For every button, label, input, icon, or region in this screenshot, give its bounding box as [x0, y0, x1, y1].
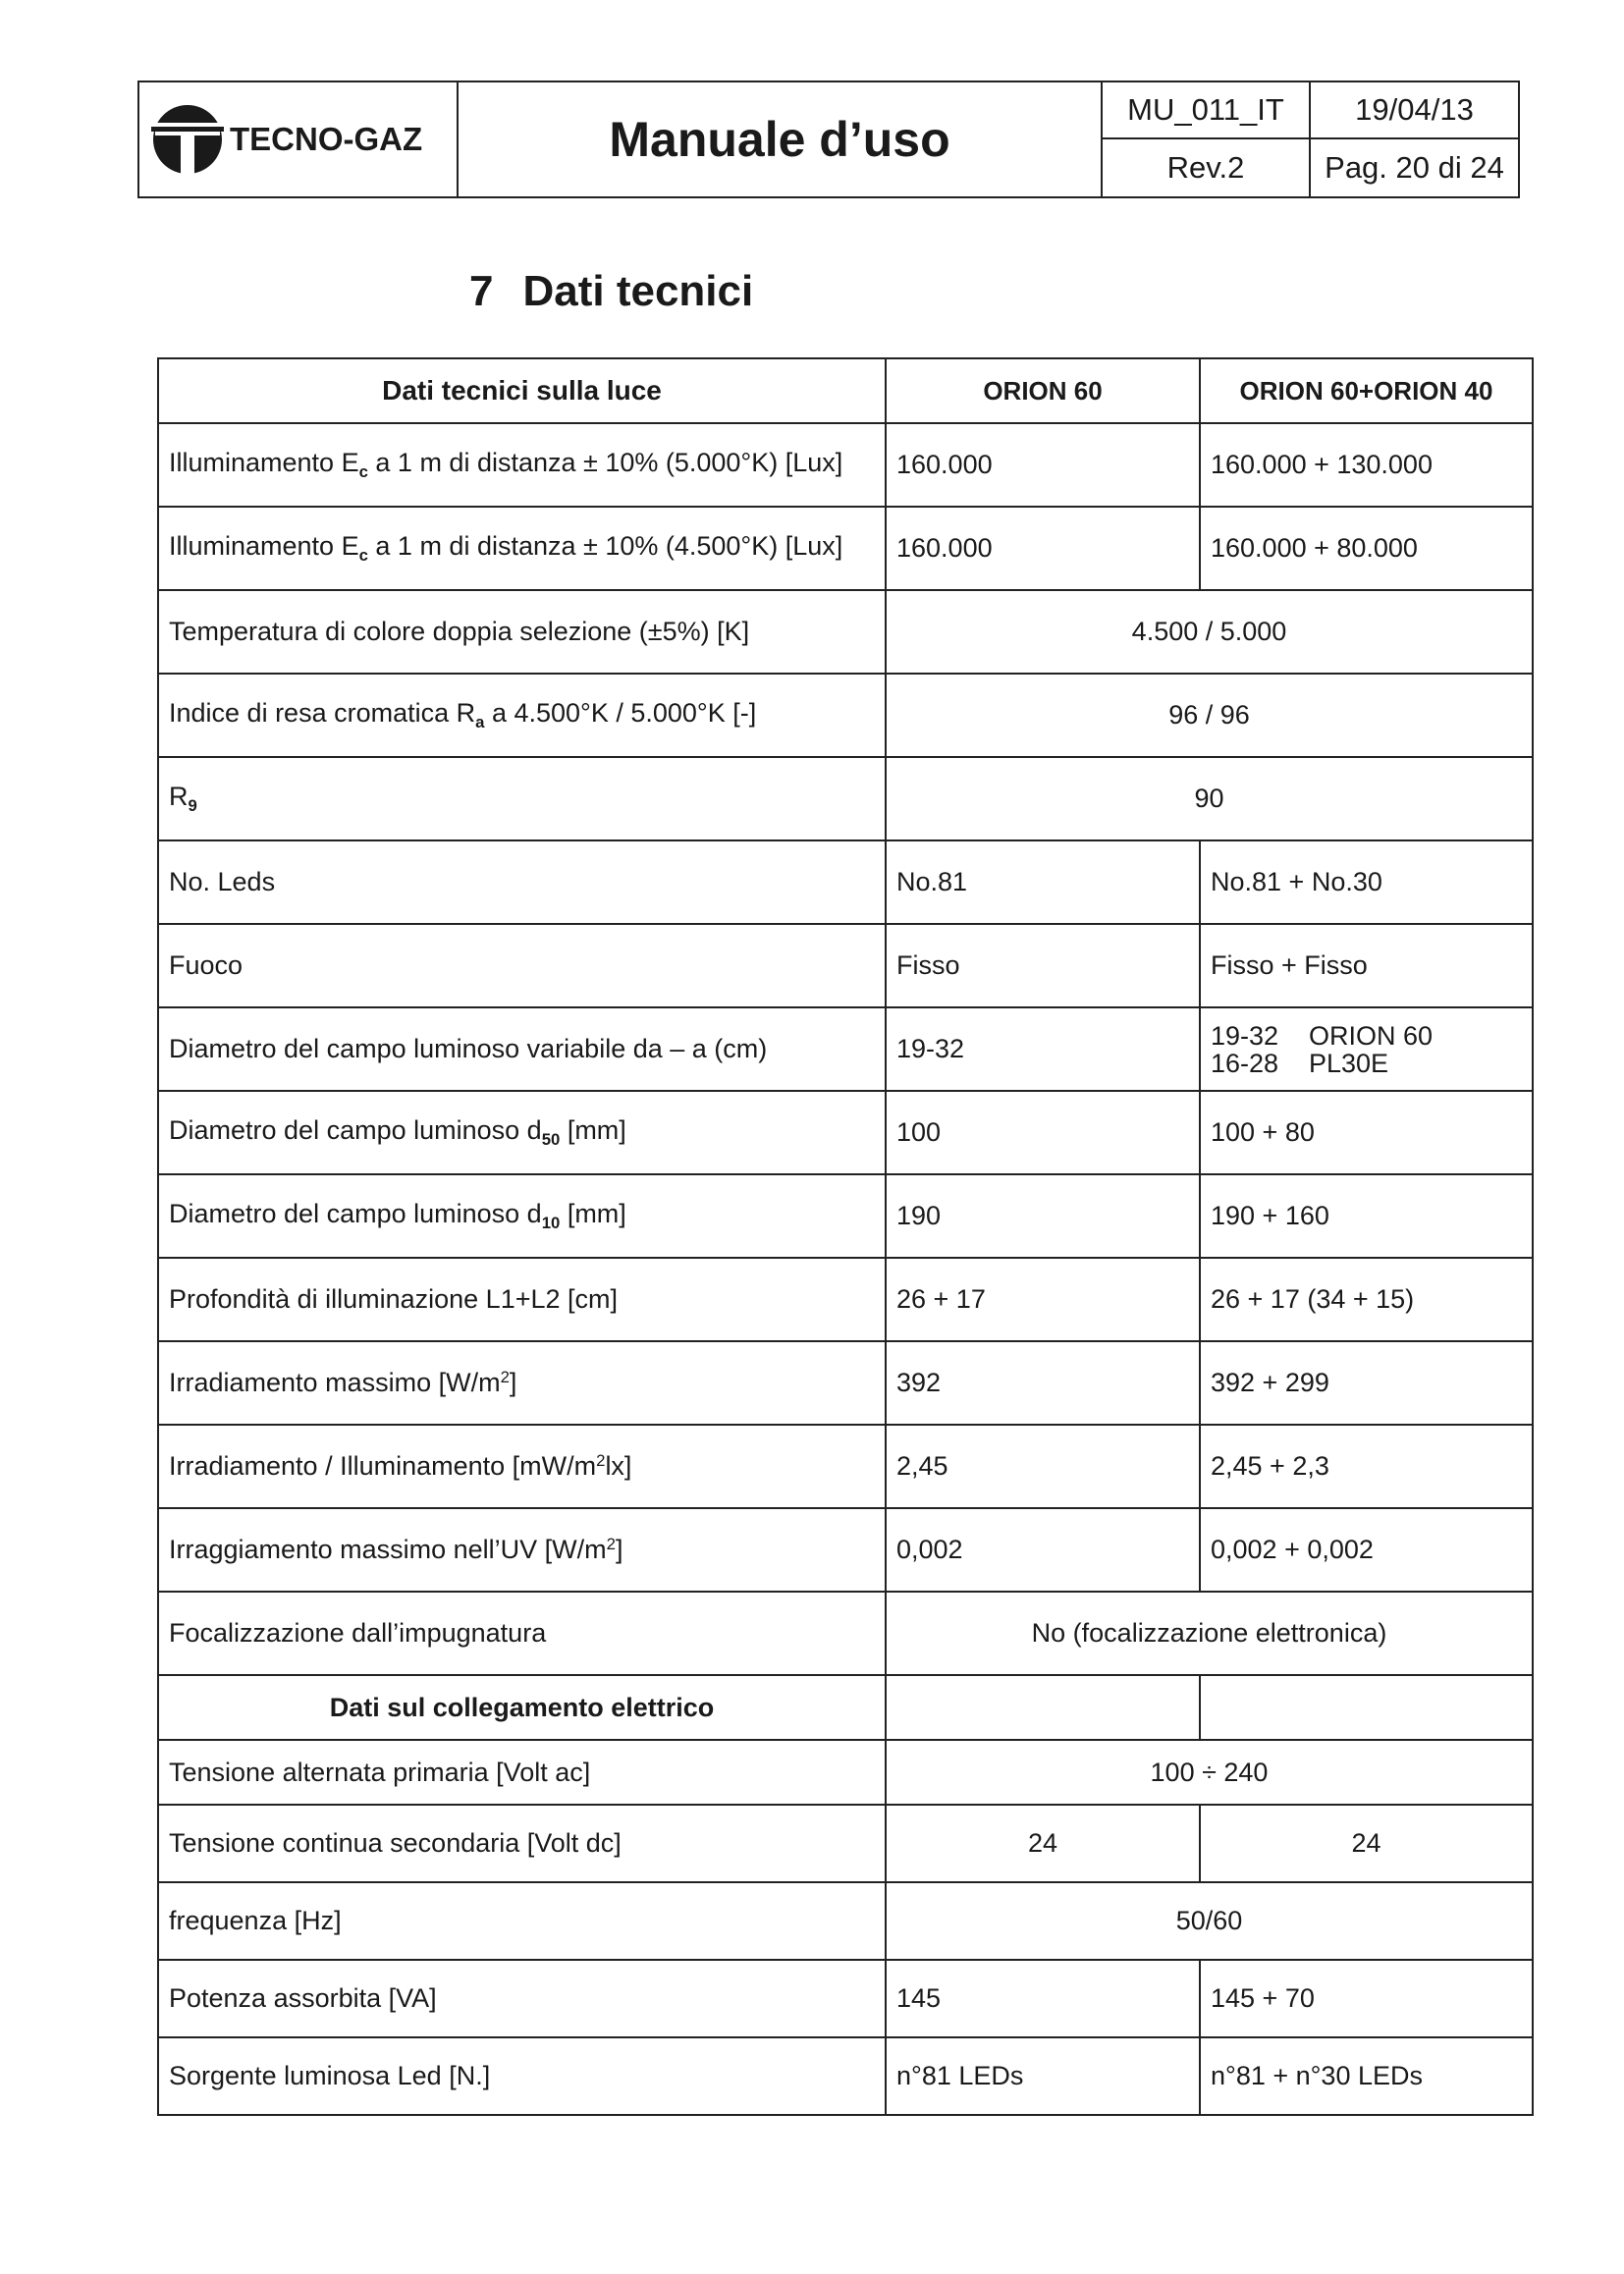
- section-number: 7: [469, 267, 494, 315]
- row-label: Temperatura di colore doppia selezione (±5%) [K]: [158, 590, 886, 674]
- row-label: Diametro del campo luminoso variabile da – a (cm): [158, 1007, 886, 1091]
- cell-value: 100: [886, 1091, 1200, 1174]
- cell-value: 26 + 17: [886, 1258, 1200, 1341]
- table-row: [158, 924, 1533, 1007]
- row-label: Profondità di illuminazione L1+L2 [cm]: [158, 1258, 886, 1341]
- cell-value: 96 / 96: [886, 674, 1533, 757]
- table-row: [158, 423, 1533, 507]
- row-label: Irradiamento massimo $[W/m^2]$: [158, 1341, 886, 1425]
- section-title: Dati tecnici: [522, 267, 754, 315]
- column-header-light: Dati tecnici sulla luce: [158, 358, 886, 423]
- cell-value: n°81 LEDs: [886, 2037, 1200, 2115]
- cell-value: 190: [886, 1174, 1200, 1258]
- page-number: Pag. 20 di 24: [1325, 150, 1504, 185]
- table-row: [158, 507, 1533, 590]
- cell-value: 100 ÷ 240: [886, 1740, 1533, 1805]
- table-row: [158, 590, 1533, 674]
- technical-data-table: [157, 357, 1534, 2116]
- cell-value: No.81: [886, 840, 1200, 924]
- cell-value: 160.000: [886, 507, 1200, 590]
- document-date: 19/04/13: [1311, 82, 1518, 139]
- row-label: Illuminamento $E_c$ a 1 m di distanza ± 10% (5.000°K) [Lux]: [158, 423, 886, 507]
- table-row: [158, 1960, 1533, 2037]
- table-row: [158, 1174, 1533, 1258]
- table-row: [158, 2037, 1533, 2115]
- document-code: MU_011_IT: [1103, 82, 1311, 139]
- table-row: [158, 1341, 1533, 1425]
- table-row: [158, 1007, 1533, 1091]
- table-row: [158, 757, 1533, 840]
- company-logo: [139, 82, 459, 196]
- cell-value: 19-32: [886, 1007, 1200, 1091]
- cell-value: No.81 + No.30: [1200, 840, 1533, 924]
- table-header-row: [158, 358, 1533, 423]
- cell-value: 26 + 17 (34 + 15): [1200, 1258, 1533, 1341]
- table-row: [158, 1882, 1533, 1960]
- cell-value: 4.500 / 5.000: [886, 590, 1533, 674]
- column-header-orion60-orion40: ORION 60+ORION 40: [1200, 358, 1533, 423]
- cell-value: 392 + 299: [1200, 1341, 1533, 1425]
- table-row: [158, 1425, 1533, 1508]
- cell-value: 0,002 + 0,002: [1200, 1508, 1533, 1592]
- empty-cell: [1200, 1675, 1533, 1740]
- row-label: Tensione alternata primaria [Volt ac]: [158, 1740, 886, 1805]
- row-label: Irradiamento / Illuminamento $[mW/m^2lx]$: [158, 1425, 886, 1508]
- cell-value: Fisso + Fisso: [1200, 924, 1533, 1007]
- table-row: [158, 840, 1533, 924]
- section-heading: [469, 267, 753, 316]
- row-label: Diametro del campo luminoso $d_{50}$ [mm]: [158, 1091, 886, 1174]
- row-label: Tensione continua secondaria [Volt dc]: [158, 1805, 886, 1882]
- logo-text: TECNO-GAZ: [230, 121, 423, 157]
- row-label: Diametro del campo luminoso $d_{10}$ [mm]: [158, 1174, 886, 1258]
- cell-value: 145 + 70: [1200, 1960, 1533, 2037]
- row-label: $R_9$: [158, 757, 886, 840]
- row-label: frequenza [Hz]: [158, 1882, 886, 1960]
- column-header-orion60: ORION 60: [886, 358, 1200, 423]
- table-row: [158, 1091, 1533, 1174]
- cell-value-two-lines: 19-32 ORION 60 16-28 PL30E: [1200, 1007, 1533, 1091]
- row-label: Sorgente luminosa Led [N.]: [158, 2037, 886, 2115]
- cell-value: 392: [886, 1341, 1200, 1425]
- electrical-section-heading: Dati sul collegamento elettrico: [158, 1675, 886, 1740]
- row-label: Irraggiamento massimo nell’UV $[W/m^2]$: [158, 1508, 886, 1592]
- table-row: [158, 1805, 1533, 1882]
- table-row: [158, 1592, 1533, 1675]
- cell-value: 90: [886, 757, 1533, 840]
- table-row: [158, 1508, 1533, 1592]
- cell-value: n°81 + n°30 LEDs: [1200, 2037, 1533, 2115]
- cell-value: 145: [886, 1960, 1200, 2037]
- table-row: [158, 1258, 1533, 1341]
- row-label: Illuminamento $E_c$ a 1 m di distanza ± 10% (4.500°K) [Lux]: [158, 507, 886, 590]
- row-label: No. Leds: [158, 840, 886, 924]
- row-label: Fuoco: [158, 924, 886, 1007]
- row-label: Indice di resa cromatica $R_a$ a 4.500°K / 5.000°K [-]: [158, 674, 886, 757]
- table-row: [158, 1740, 1533, 1805]
- cell-value: 50/60: [886, 1882, 1533, 1960]
- row-label: Potenza assorbita [VA]: [158, 1960, 886, 2037]
- tecno-gaz-logo-icon: [151, 103, 224, 176]
- section-row-electrical: [158, 1675, 1533, 1740]
- cell-value: 2,45: [886, 1425, 1200, 1508]
- empty-cell: [886, 1675, 1200, 1740]
- cell-value: 190 + 160: [1200, 1174, 1533, 1258]
- cell-value: 160.000 + 130.000: [1200, 423, 1533, 507]
- cell-value: 160.000: [886, 423, 1200, 507]
- cell-value: 160.000 + 80.000: [1200, 507, 1533, 590]
- document-header: [137, 81, 1520, 198]
- row-label: Focalizzazione dall’impugnatura: [158, 1592, 886, 1675]
- table-row: [158, 674, 1533, 757]
- cell-value: 24: [886, 1805, 1200, 1882]
- cell-value: 24: [1200, 1805, 1533, 1882]
- cell-value: 0,002: [886, 1508, 1200, 1592]
- cell-value: 100 + 80: [1200, 1091, 1533, 1174]
- document-title: Manuale d’uso: [459, 82, 1103, 196]
- cell-value: Fisso: [886, 924, 1200, 1007]
- document-revision: Rev.2: [1103, 139, 1311, 196]
- cell-value: No (focalizzazione elettronica): [886, 1592, 1533, 1675]
- cell-value: 2,45 + 2,3: [1200, 1425, 1533, 1508]
